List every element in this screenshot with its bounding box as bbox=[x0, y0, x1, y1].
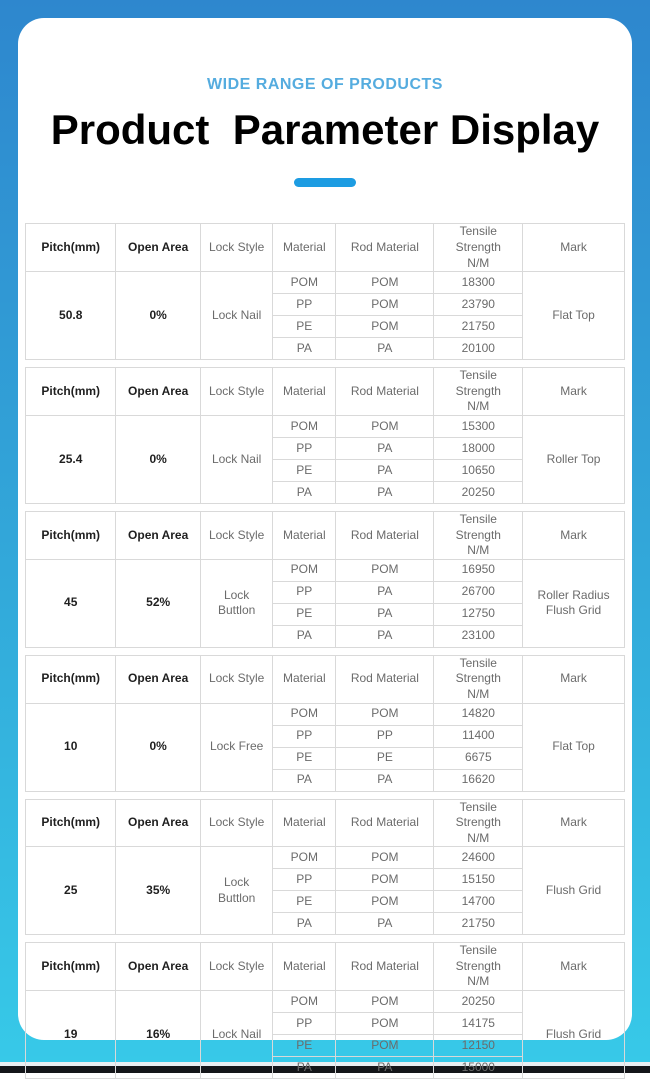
col-header-lock-style: Lock Style bbox=[200, 224, 272, 272]
mark-cell: Flat Top bbox=[523, 272, 625, 360]
tensile-cell: 18300 bbox=[434, 272, 523, 294]
open-area-cell: 0% bbox=[116, 703, 200, 791]
tensile-cell: 18000 bbox=[434, 437, 523, 459]
rod-material-cell: PE bbox=[336, 747, 434, 769]
table-header-row bbox=[26, 368, 625, 416]
rod-material-cell: POM bbox=[336, 703, 434, 725]
tensile-header-line2: N/M bbox=[467, 543, 490, 558]
material-cell: PP bbox=[273, 869, 336, 891]
col-header-mark: Mark bbox=[523, 655, 625, 703]
tensile-header-line2: N/M bbox=[467, 830, 490, 845]
table-header-row bbox=[26, 943, 625, 991]
table-row bbox=[26, 415, 625, 437]
open-area-cell: 16% bbox=[116, 991, 200, 1079]
lock-style-cell: Lock Buttlon bbox=[200, 847, 272, 935]
table-row bbox=[26, 703, 625, 725]
page-title: Product Parameter Display bbox=[50, 106, 600, 153]
tensile-header-line2: N/M bbox=[467, 255, 490, 270]
tensile-cell: 23790 bbox=[434, 294, 523, 316]
content-card bbox=[18, 18, 632, 1074]
col-header-mark: Mark bbox=[523, 224, 625, 272]
lock-style-cell: Lock Nail bbox=[200, 991, 272, 1079]
table-header-row bbox=[26, 511, 625, 559]
col-header-rod-material: Rod Material bbox=[336, 368, 434, 416]
pitch-cell: 19 bbox=[26, 991, 116, 1079]
material-cell: PE bbox=[273, 459, 336, 481]
col-header-mark: Mark bbox=[523, 511, 625, 559]
material-cell: POM bbox=[273, 272, 336, 294]
rod-material-cell: PA bbox=[336, 625, 434, 647]
col-header-tensile-strength bbox=[434, 799, 523, 847]
tensile-header-line2: N/M bbox=[467, 974, 490, 989]
open-area-cell: 0% bbox=[116, 415, 200, 503]
mark-cell: Roller Top bbox=[523, 415, 625, 503]
col-header-mark: Mark bbox=[523, 368, 625, 416]
tensile-cell: 20250 bbox=[434, 991, 523, 1013]
col-header-pitch: Pitch(mm) bbox=[26, 224, 116, 272]
rod-material-cell: PA bbox=[336, 459, 434, 481]
tables-container bbox=[25, 223, 625, 1079]
col-header-open-area: Open Area bbox=[116, 224, 200, 272]
col-header-tensile-strength bbox=[434, 943, 523, 991]
col-header-mark: Mark bbox=[523, 799, 625, 847]
table-header-row bbox=[26, 224, 625, 272]
tensile-header-line2: N/M bbox=[467, 399, 490, 414]
col-header-pitch: Pitch(mm) bbox=[26, 368, 116, 416]
material-cell: PP bbox=[273, 725, 336, 747]
col-header-lock-style: Lock Style bbox=[200, 511, 272, 559]
material-cell: PE bbox=[273, 747, 336, 769]
pitch-cell: 10 bbox=[26, 703, 116, 791]
tensile-header-line1: Tensile Strength bbox=[455, 943, 501, 973]
parameter-table bbox=[25, 655, 625, 792]
rod-material-cell: PA bbox=[336, 1057, 434, 1079]
material-cell: POM bbox=[273, 847, 336, 869]
lock-style-cell: Lock Free bbox=[200, 703, 272, 791]
col-header-lock-style: Lock Style bbox=[200, 799, 272, 847]
tensile-header-line1: Tensile Strength bbox=[455, 655, 501, 686]
material-cell: PP bbox=[273, 581, 336, 603]
material-cell: PP bbox=[273, 1013, 336, 1035]
tensile-cell: 14175 bbox=[434, 1013, 523, 1035]
eyebrow-text: WIDE RANGE OF PRODUCTS bbox=[207, 76, 443, 93]
parameter-table bbox=[25, 223, 625, 360]
col-header-rod-material: Rod Material bbox=[336, 224, 434, 272]
mark-cell: Flat Top bbox=[523, 703, 625, 791]
col-header-material: Material bbox=[273, 511, 336, 559]
rod-material-cell: POM bbox=[336, 559, 434, 581]
rod-material-cell: POM bbox=[336, 1035, 434, 1057]
rod-material-cell: PA bbox=[336, 603, 434, 625]
col-header-tensile-strength bbox=[434, 368, 523, 416]
tensile-header-line1: Tensile Strength bbox=[455, 799, 501, 830]
tensile-cell: 20100 bbox=[434, 338, 523, 360]
material-cell: PE bbox=[273, 891, 336, 913]
material-cell: PA bbox=[273, 1057, 336, 1079]
rod-material-cell: POM bbox=[336, 294, 434, 316]
col-header-open-area: Open Area bbox=[116, 943, 200, 991]
open-area-cell: 52% bbox=[116, 559, 200, 647]
pitch-cell: 25 bbox=[26, 847, 116, 935]
rod-material-cell: POM bbox=[336, 847, 434, 869]
parameter-table bbox=[25, 799, 625, 936]
col-header-rod-material: Rod Material bbox=[336, 511, 434, 559]
table-header-row bbox=[26, 655, 625, 703]
col-header-pitch: Pitch(mm) bbox=[26, 799, 116, 847]
col-header-tensile-strength bbox=[434, 224, 523, 272]
lock-style-cell: Lock Nail bbox=[200, 272, 272, 360]
rod-material-cell: POM bbox=[336, 272, 434, 294]
material-cell: POM bbox=[273, 415, 336, 437]
col-header-rod-material: Rod Material bbox=[336, 655, 434, 703]
tensile-cell: 14700 bbox=[434, 891, 523, 913]
tensile-cell: 21750 bbox=[434, 316, 523, 338]
col-header-pitch: Pitch(mm) bbox=[26, 655, 116, 703]
pitch-cell: 25.4 bbox=[26, 415, 116, 503]
tensile-cell: 15150 bbox=[434, 869, 523, 891]
col-header-pitch: Pitch(mm) bbox=[26, 943, 116, 991]
rod-material-cell: PA bbox=[336, 769, 434, 791]
rod-material-cell: PA bbox=[336, 338, 434, 360]
rod-material-cell: POM bbox=[336, 316, 434, 338]
material-cell: PA bbox=[273, 913, 336, 935]
col-header-open-area: Open Area bbox=[116, 799, 200, 847]
material-cell: PE bbox=[273, 1035, 336, 1057]
tensile-header-line1: Tensile Strength bbox=[455, 368, 501, 398]
material-cell: POM bbox=[273, 991, 336, 1013]
rod-material-cell: PA bbox=[336, 481, 434, 503]
col-header-mark: Mark bbox=[523, 943, 625, 991]
open-area-cell: 0% bbox=[116, 272, 200, 360]
tensile-cell: 12150 bbox=[434, 1035, 523, 1057]
col-header-open-area: Open Area bbox=[116, 655, 200, 703]
material-cell: PA bbox=[273, 338, 336, 360]
rod-material-cell: POM bbox=[336, 415, 434, 437]
table-row bbox=[26, 272, 625, 294]
col-header-tensile-strength bbox=[434, 655, 523, 703]
material-cell: PA bbox=[273, 625, 336, 647]
col-header-lock-style: Lock Style bbox=[200, 655, 272, 703]
col-header-tensile-strength bbox=[434, 511, 523, 559]
material-cell: PP bbox=[273, 437, 336, 459]
tensile-header-line1: Tensile Strength bbox=[455, 511, 501, 542]
col-header-lock-style: Lock Style bbox=[200, 943, 272, 991]
tensile-cell: 24600 bbox=[434, 847, 523, 869]
tensile-cell: 16950 bbox=[434, 559, 523, 581]
col-header-material: Material bbox=[273, 943, 336, 991]
mark-cell: Flush Grid bbox=[523, 991, 625, 1079]
pitch-cell: 50.8 bbox=[26, 272, 116, 360]
rod-material-cell: POM bbox=[336, 1013, 434, 1035]
col-header-open-area: Open Area bbox=[116, 511, 200, 559]
tensile-cell: 14820 bbox=[434, 703, 523, 725]
material-cell: POM bbox=[273, 559, 336, 581]
tensile-cell: 10650 bbox=[434, 459, 523, 481]
material-cell: PP bbox=[273, 294, 336, 316]
tensile-cell: 6675 bbox=[434, 747, 523, 769]
col-header-material: Material bbox=[273, 368, 336, 416]
col-header-material: Material bbox=[273, 655, 336, 703]
parameter-table bbox=[25, 511, 625, 648]
col-header-lock-style: Lock Style bbox=[200, 368, 272, 416]
tensile-cell: 15300 bbox=[434, 415, 523, 437]
tensile-cell: 12750 bbox=[434, 603, 523, 625]
material-cell: PA bbox=[273, 769, 336, 791]
tensile-cell: 20250 bbox=[434, 481, 523, 503]
rod-material-cell: PA bbox=[336, 437, 434, 459]
col-header-pitch: Pitch(mm) bbox=[26, 511, 116, 559]
rod-material-cell: PA bbox=[336, 913, 434, 935]
title-underline-dash bbox=[294, 178, 356, 187]
material-cell: PE bbox=[273, 316, 336, 338]
material-cell: POM bbox=[273, 703, 336, 725]
tensile-header-line1: Tensile Strength bbox=[455, 224, 501, 254]
tensile-cell: 23100 bbox=[434, 625, 523, 647]
rod-material-cell: POM bbox=[336, 891, 434, 913]
rod-material-cell: POM bbox=[336, 991, 434, 1013]
tensile-cell: 26700 bbox=[434, 581, 523, 603]
tensile-cell: 16620 bbox=[434, 769, 523, 791]
col-header-material: Material bbox=[273, 799, 336, 847]
mark-cell: Flush Grid bbox=[523, 847, 625, 935]
col-header-rod-material: Rod Material bbox=[336, 799, 434, 847]
tensile-header-line2: N/M bbox=[467, 686, 490, 701]
lock-style-cell: Lock Nail bbox=[200, 415, 272, 503]
rod-material-cell: PA bbox=[336, 581, 434, 603]
table-row bbox=[26, 847, 625, 869]
rod-material-cell: POM bbox=[336, 869, 434, 891]
material-cell: PE bbox=[273, 603, 336, 625]
table-row bbox=[26, 559, 625, 581]
parameter-table bbox=[25, 942, 625, 1079]
tensile-cell: 21750 bbox=[434, 913, 523, 935]
mark-cell: Roller Radius Flush Grid bbox=[523, 559, 625, 647]
rod-material-cell: PP bbox=[336, 725, 434, 747]
col-header-material: Material bbox=[273, 224, 336, 272]
col-header-rod-material: Rod Material bbox=[336, 943, 434, 991]
lock-style-cell: Lock Buttlon bbox=[200, 559, 272, 647]
parameter-table bbox=[25, 367, 625, 504]
tensile-cell: 15000 bbox=[434, 1057, 523, 1079]
table-row bbox=[26, 991, 625, 1013]
pitch-cell: 45 bbox=[26, 559, 116, 647]
material-cell: PA bbox=[273, 481, 336, 503]
col-header-open-area: Open Area bbox=[116, 368, 200, 416]
table-header-row bbox=[26, 799, 625, 847]
tensile-cell: 11400 bbox=[434, 725, 523, 747]
open-area-cell: 35% bbox=[116, 847, 200, 935]
